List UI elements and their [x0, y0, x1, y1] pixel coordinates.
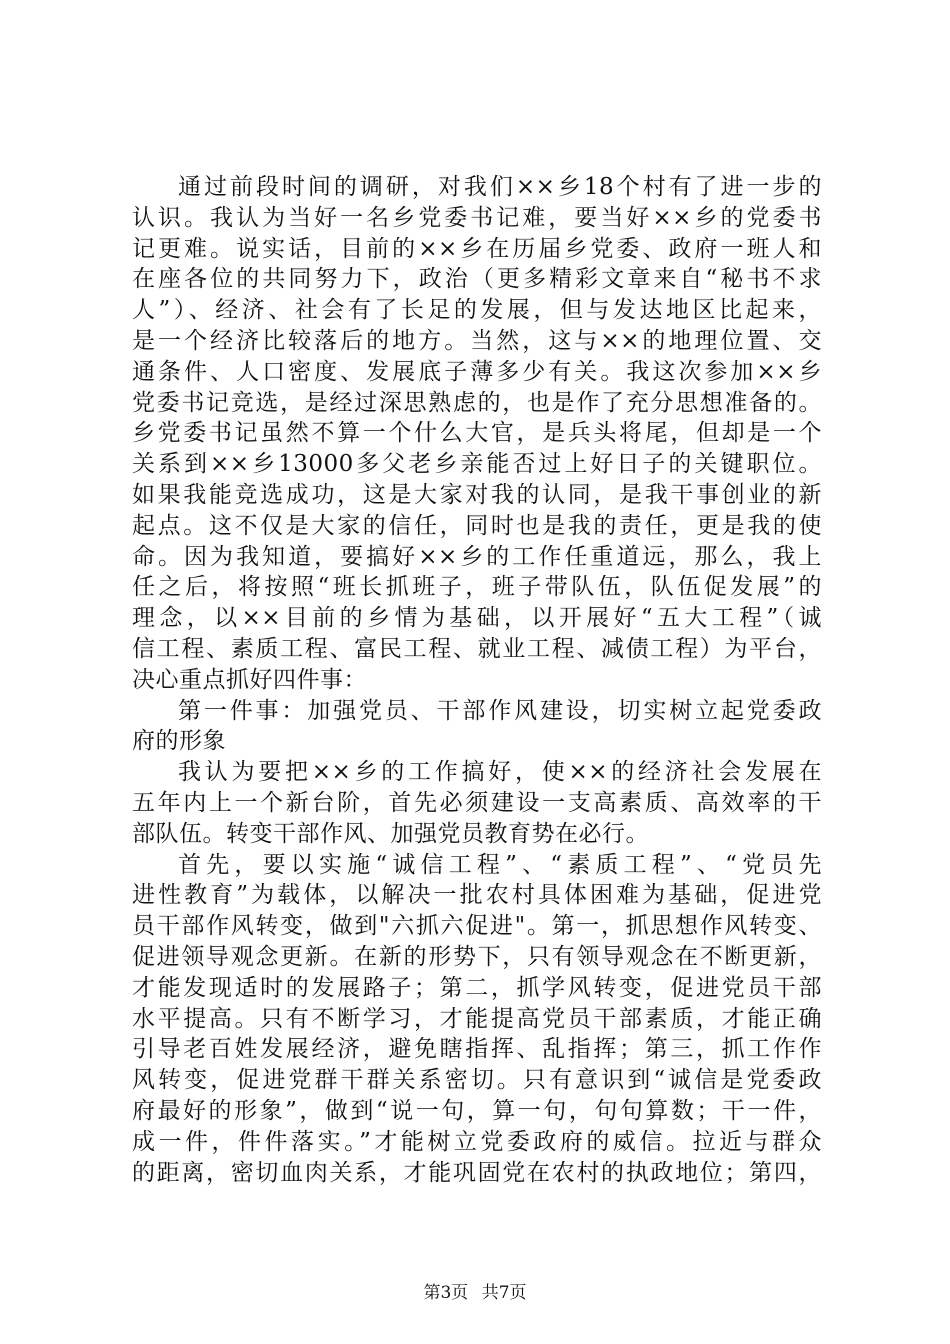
text-line: 乡党委书记虽然不算一个什么大官，是兵头将尾，但却是一个: [132, 420, 822, 447]
text-line: 通条件、人口密度、发展底子薄多少有关。我这次参加××乡: [132, 358, 822, 385]
text-line: 人”）、经济、社会有了长足的发展，但与发达地区比起来，: [132, 297, 822, 324]
text-line: 是一个经济比较落后的地方。当然，这与××的地理位置、交: [132, 327, 822, 354]
page-total: 共7页: [481, 1283, 527, 1303]
text-line: 决心重点抓好四件事：: [132, 666, 367, 693]
text-line: 认识。我认为当好一名乡党委书记难，要当好××乡的党委书: [132, 204, 822, 231]
text-line: 第一件事：加强党员、干部作风建设，切实树立起党委政: [178, 697, 822, 724]
text-line: 起点。这不仅是大家的信任，同时也是我的责任，更是我的使: [132, 512, 822, 539]
text-line: 员干部作风转变，做到"六抓六促进"。第一，抓思想作风转变、: [132, 913, 822, 940]
text-line: 成一件，件件落实。”才能树立党委政府的威信。拉近与群众: [132, 1128, 822, 1155]
text-line: 风转变，促进党群干群关系密切。只有意识到“诚信是党委政: [132, 1067, 822, 1094]
text-line: 部队伍。转变干部作风、加强党员教育势在必行。: [132, 820, 649, 847]
text-line: 信工程、素质工程、富民工程、就业工程、减债工程）为平台，: [132, 635, 822, 662]
text-line: 水平提高。只有不断学习，才能提高党员干部素质，才能正确: [132, 1005, 822, 1032]
text-line: 进性教育”为载体，以解决一批农村具体困难为基础，促进党: [132, 882, 822, 909]
text-line: 府的形象: [132, 728, 226, 755]
text-line: 引导老百姓发展经济，避免瞎指挥、乱指挥；第三，抓工作作: [132, 1036, 822, 1063]
text-line: 我认为要把××乡的工作搞好，使××的经济社会发展在: [178, 759, 822, 786]
text-line: 关系到××乡13000多父老乡亲能否过上好日子的关键职位。: [132, 451, 822, 478]
body-text: [132, 172, 822, 1188]
page-number: 第3页: [423, 1283, 469, 1303]
text-line: 的距离，密切血肉关系，才能巩固党在农村的执政地位；第四，: [132, 1159, 822, 1186]
text-line: 五年内上一个新台阶，首先必须建设一支高素质、高效率的干: [132, 789, 822, 816]
text-line: 任之后，将按照“班长抓班子，班子带队伍，队伍促发展”的: [132, 574, 822, 601]
text-line: 才能发现适时的发展路子；第二，抓学风转变，促进党员干部: [132, 974, 822, 1001]
text-line: 首先，要以实施“诚信工程”、“素质工程”、“党员先: [178, 851, 822, 878]
page-footer: [0, 1278, 950, 1303]
text-line: 府最好的形象”，做到“说一句，算一句，句句算数；干一件，: [132, 1097, 822, 1124]
text-line: 记更难。说实话，目前的××乡在历届乡党委、政府一班人和: [132, 235, 822, 262]
text-line: 命。因为我知道，要搞好××乡的工作任重道远，那么，我上: [132, 543, 822, 570]
text-line: 党委书记竞选，是经过深思熟虑的，也是作了充分思想准备的。: [132, 389, 822, 416]
text-line: 在座各位的共同努力下，政治（更多精彩文章来自“秘书不求: [132, 266, 822, 293]
text-line: 理念，以××目前的乡情为基础，以开展好“五大工程”（诚: [132, 605, 822, 632]
text-line: 促进领导观念更新。在新的形势下，只有领导观念在不断更新，: [132, 943, 822, 970]
text-line: 如果我能竞选成功，这是大家对我的认同，是我干事创业的新: [132, 481, 822, 508]
text-line: 通过前段时间的调研，对我们××乡18个村有了进一步的: [178, 174, 822, 200]
